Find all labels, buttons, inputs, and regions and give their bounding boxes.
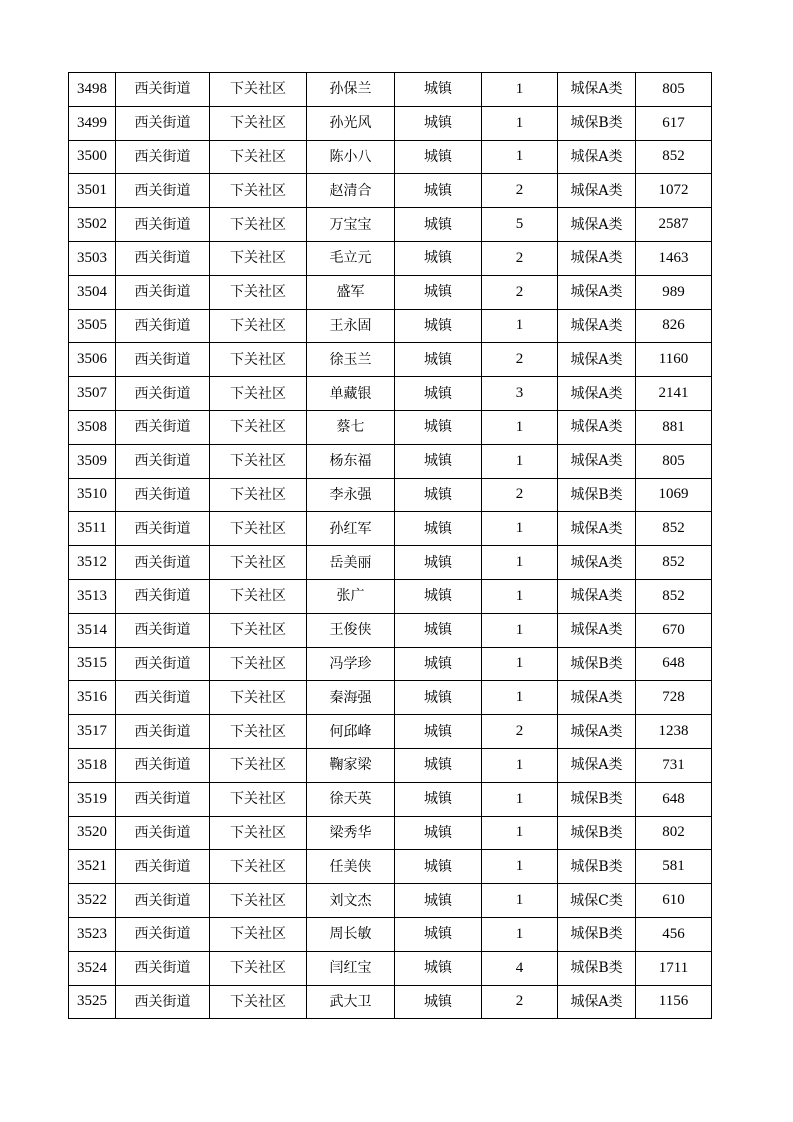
cell-subdistrict: 西关街道 xyxy=(116,850,210,884)
cell-subdistrict: 西关街道 xyxy=(116,782,210,816)
cell-amount: 852 xyxy=(636,512,712,546)
cell-subdistrict: 西关街道 xyxy=(116,715,210,749)
cell-household-type: 城镇 xyxy=(395,884,482,918)
cell-amount: 989 xyxy=(636,275,712,309)
cell-insurance-category: 城保A类 xyxy=(558,748,636,782)
cell-name: 刘文杰 xyxy=(307,884,395,918)
table-row xyxy=(69,985,712,1019)
cell-insurance-category: 城保B类 xyxy=(558,478,636,512)
table-row xyxy=(69,647,712,681)
cell-serial-number: 3521 xyxy=(69,850,116,884)
cell-serial-number: 3513 xyxy=(69,579,116,613)
cell-household-type: 城镇 xyxy=(395,748,482,782)
cell-household-size: 2 xyxy=(482,715,558,749)
cell-community: 下关社区 xyxy=(210,275,307,309)
cell-name: 杨东福 xyxy=(307,444,395,478)
cell-amount: 610 xyxy=(636,884,712,918)
cell-insurance-category: 城保B类 xyxy=(558,850,636,884)
cell-subdistrict: 西关街道 xyxy=(116,478,210,512)
cell-name: 鞠家梁 xyxy=(307,748,395,782)
cell-household-size: 1 xyxy=(482,681,558,715)
table-row xyxy=(69,917,712,951)
cell-insurance-category: 城保C类 xyxy=(558,884,636,918)
cell-community: 下关社区 xyxy=(210,782,307,816)
cell-serial-number: 3502 xyxy=(69,208,116,242)
cell-insurance-category: 城保B类 xyxy=(558,816,636,850)
cell-serial-number: 3503 xyxy=(69,241,116,275)
cell-name: 王俊侠 xyxy=(307,613,395,647)
cell-household-type: 城镇 xyxy=(395,951,482,985)
cell-community: 下关社区 xyxy=(210,579,307,613)
cell-amount: 1463 xyxy=(636,241,712,275)
table-row xyxy=(69,377,712,411)
cell-name: 岳美丽 xyxy=(307,546,395,580)
cell-household-type: 城镇 xyxy=(395,444,482,478)
cell-household-type: 城镇 xyxy=(395,613,482,647)
cell-subdistrict: 西关街道 xyxy=(116,647,210,681)
cell-household-size: 2 xyxy=(482,343,558,377)
cell-community: 下关社区 xyxy=(210,884,307,918)
cell-subdistrict: 西关街道 xyxy=(116,410,210,444)
cell-household-type: 城镇 xyxy=(395,715,482,749)
cell-community: 下关社区 xyxy=(210,647,307,681)
cell-community: 下关社区 xyxy=(210,546,307,580)
cell-community: 下关社区 xyxy=(210,613,307,647)
table-row xyxy=(69,748,712,782)
cell-name: 梁秀华 xyxy=(307,816,395,850)
table-row xyxy=(69,343,712,377)
cell-insurance-category: 城保A类 xyxy=(558,613,636,647)
cell-household-size: 1 xyxy=(482,546,558,580)
cell-household-type: 城镇 xyxy=(395,174,482,208)
cell-amount: 802 xyxy=(636,816,712,850)
cell-subdistrict: 西关街道 xyxy=(116,985,210,1019)
cell-subdistrict: 西关街道 xyxy=(116,951,210,985)
cell-subdistrict: 西关街道 xyxy=(116,275,210,309)
cell-amount: 1072 xyxy=(636,174,712,208)
cell-community: 下关社区 xyxy=(210,174,307,208)
cell-name: 孙保兰 xyxy=(307,73,395,107)
cell-household-size: 1 xyxy=(482,884,558,918)
cell-name: 李永强 xyxy=(307,478,395,512)
cell-name: 万宝宝 xyxy=(307,208,395,242)
cell-household-size: 2 xyxy=(482,275,558,309)
cell-subdistrict: 西关街道 xyxy=(116,208,210,242)
cell-serial-number: 3522 xyxy=(69,884,116,918)
cell-household-size: 5 xyxy=(482,208,558,242)
cell-insurance-category: 城保A类 xyxy=(558,275,636,309)
cell-insurance-category: 城保A类 xyxy=(558,377,636,411)
table-row xyxy=(69,579,712,613)
cell-name: 单藏银 xyxy=(307,377,395,411)
cell-insurance-category: 城保A类 xyxy=(558,309,636,343)
cell-subdistrict: 西关街道 xyxy=(116,174,210,208)
table-row xyxy=(69,681,712,715)
cell-subdistrict: 西关街道 xyxy=(116,613,210,647)
cell-name: 王永固 xyxy=(307,309,395,343)
cell-amount: 728 xyxy=(636,681,712,715)
cell-subdistrict: 西关街道 xyxy=(116,816,210,850)
cell-household-size: 1 xyxy=(482,647,558,681)
cell-name: 张广 xyxy=(307,579,395,613)
cell-household-type: 城镇 xyxy=(395,782,482,816)
cell-subdistrict: 西关街道 xyxy=(116,884,210,918)
roster-table-body xyxy=(69,73,712,1019)
cell-serial-number: 3499 xyxy=(69,106,116,140)
cell-household-size: 2 xyxy=(482,241,558,275)
table-row xyxy=(69,546,712,580)
cell-household-type: 城镇 xyxy=(395,647,482,681)
cell-serial-number: 3506 xyxy=(69,343,116,377)
cell-insurance-category: 城保B类 xyxy=(558,917,636,951)
cell-insurance-category: 城保A类 xyxy=(558,140,636,174)
cell-household-type: 城镇 xyxy=(395,208,482,242)
cell-community: 下关社区 xyxy=(210,309,307,343)
cell-household-size: 3 xyxy=(482,377,558,411)
cell-serial-number: 3516 xyxy=(69,681,116,715)
cell-subdistrict: 西关街道 xyxy=(116,106,210,140)
table-row xyxy=(69,309,712,343)
cell-household-size: 1 xyxy=(482,816,558,850)
cell-household-size: 1 xyxy=(482,512,558,546)
cell-insurance-category: 城保A类 xyxy=(558,444,636,478)
cell-serial-number: 3504 xyxy=(69,275,116,309)
cell-insurance-category: 城保A类 xyxy=(558,985,636,1019)
cell-community: 下关社区 xyxy=(210,681,307,715)
cell-serial-number: 3525 xyxy=(69,985,116,1019)
cell-name: 武大卫 xyxy=(307,985,395,1019)
cell-insurance-category: 城保A类 xyxy=(558,546,636,580)
cell-serial-number: 3518 xyxy=(69,748,116,782)
cell-amount: 1069 xyxy=(636,478,712,512)
cell-subdistrict: 西关街道 xyxy=(116,512,210,546)
table-row xyxy=(69,275,712,309)
cell-name: 孙光风 xyxy=(307,106,395,140)
cell-name: 盛军 xyxy=(307,275,395,309)
cell-community: 下关社区 xyxy=(210,985,307,1019)
table-row xyxy=(69,410,712,444)
cell-household-size: 1 xyxy=(482,850,558,884)
cell-amount: 2141 xyxy=(636,377,712,411)
cell-community: 下关社区 xyxy=(210,208,307,242)
cell-name: 蔡七 xyxy=(307,410,395,444)
cell-household-type: 城镇 xyxy=(395,579,482,613)
table-row xyxy=(69,782,712,816)
cell-insurance-category: 城保A类 xyxy=(558,715,636,749)
cell-household-type: 城镇 xyxy=(395,377,482,411)
cell-name: 闫红宝 xyxy=(307,951,395,985)
cell-subdistrict: 西关街道 xyxy=(116,343,210,377)
cell-community: 下关社区 xyxy=(210,140,307,174)
cell-serial-number: 3505 xyxy=(69,309,116,343)
cell-household-type: 城镇 xyxy=(395,241,482,275)
cell-insurance-category: 城保A类 xyxy=(558,681,636,715)
cell-serial-number: 3498 xyxy=(69,73,116,107)
table-row xyxy=(69,208,712,242)
cell-household-size: 1 xyxy=(482,140,558,174)
cell-household-size: 1 xyxy=(482,579,558,613)
cell-insurance-category: 城保B类 xyxy=(558,106,636,140)
cell-serial-number: 3512 xyxy=(69,546,116,580)
cell-household-type: 城镇 xyxy=(395,309,482,343)
cell-community: 下关社区 xyxy=(210,715,307,749)
cell-household-type: 城镇 xyxy=(395,546,482,580)
cell-household-type: 城镇 xyxy=(395,917,482,951)
cell-subdistrict: 西关街道 xyxy=(116,444,210,478)
cell-amount: 670 xyxy=(636,613,712,647)
table-row xyxy=(69,478,712,512)
cell-household-size: 1 xyxy=(482,73,558,107)
cell-amount: 456 xyxy=(636,917,712,951)
cell-household-size: 4 xyxy=(482,951,558,985)
cell-amount: 1160 xyxy=(636,343,712,377)
cell-community: 下关社区 xyxy=(210,343,307,377)
cell-serial-number: 3519 xyxy=(69,782,116,816)
cell-name: 任美侠 xyxy=(307,850,395,884)
cell-subdistrict: 西关街道 xyxy=(116,309,210,343)
cell-household-size: 1 xyxy=(482,917,558,951)
cell-community: 下关社区 xyxy=(210,444,307,478)
cell-name: 毛立元 xyxy=(307,241,395,275)
cell-household-type: 城镇 xyxy=(395,410,482,444)
cell-household-type: 城镇 xyxy=(395,140,482,174)
cell-insurance-category: 城保B类 xyxy=(558,951,636,985)
cell-household-type: 城镇 xyxy=(395,343,482,377)
cell-name: 周长敏 xyxy=(307,917,395,951)
cell-serial-number: 3514 xyxy=(69,613,116,647)
table-row xyxy=(69,73,712,107)
table-row xyxy=(69,816,712,850)
cell-community: 下关社区 xyxy=(210,478,307,512)
cell-serial-number: 3509 xyxy=(69,444,116,478)
cell-serial-number: 3515 xyxy=(69,647,116,681)
cell-serial-number: 3510 xyxy=(69,478,116,512)
cell-household-type: 城镇 xyxy=(395,681,482,715)
cell-household-type: 城镇 xyxy=(395,478,482,512)
cell-amount: 581 xyxy=(636,850,712,884)
table-row xyxy=(69,884,712,918)
cell-amount: 852 xyxy=(636,546,712,580)
table-row xyxy=(69,174,712,208)
cell-household-type: 城镇 xyxy=(395,985,482,1019)
cell-amount: 852 xyxy=(636,579,712,613)
cell-household-type: 城镇 xyxy=(395,512,482,546)
cell-name: 秦海强 xyxy=(307,681,395,715)
cell-household-size: 1 xyxy=(482,309,558,343)
cell-subdistrict: 西关街道 xyxy=(116,73,210,107)
cell-household-type: 城镇 xyxy=(395,275,482,309)
cell-insurance-category: 城保A类 xyxy=(558,174,636,208)
cell-insurance-category: 城保A类 xyxy=(558,410,636,444)
cell-household-size: 2 xyxy=(482,985,558,1019)
cell-community: 下关社区 xyxy=(210,106,307,140)
cell-serial-number: 3507 xyxy=(69,377,116,411)
cell-household-type: 城镇 xyxy=(395,73,482,107)
cell-subdistrict: 西关街道 xyxy=(116,917,210,951)
cell-community: 下关社区 xyxy=(210,816,307,850)
cell-serial-number: 3517 xyxy=(69,715,116,749)
cell-community: 下关社区 xyxy=(210,748,307,782)
cell-community: 下关社区 xyxy=(210,377,307,411)
table-row xyxy=(69,715,712,749)
cell-name: 何邱峰 xyxy=(307,715,395,749)
cell-insurance-category: 城保A类 xyxy=(558,208,636,242)
cell-amount: 805 xyxy=(636,73,712,107)
cell-insurance-category: 城保A类 xyxy=(558,579,636,613)
cell-household-size: 1 xyxy=(482,782,558,816)
cell-household-type: 城镇 xyxy=(395,106,482,140)
cell-amount: 617 xyxy=(636,106,712,140)
cell-amount: 1711 xyxy=(636,951,712,985)
cell-household-size: 2 xyxy=(482,174,558,208)
cell-serial-number: 3511 xyxy=(69,512,116,546)
cell-subdistrict: 西关街道 xyxy=(116,140,210,174)
cell-insurance-category: 城保A类 xyxy=(558,73,636,107)
cell-amount: 2587 xyxy=(636,208,712,242)
cell-name: 孙红军 xyxy=(307,512,395,546)
cell-community: 下关社区 xyxy=(210,73,307,107)
cell-subdistrict: 西关街道 xyxy=(116,241,210,275)
cell-subdistrict: 西关街道 xyxy=(116,579,210,613)
cell-household-size: 1 xyxy=(482,410,558,444)
cell-subdistrict: 西关街道 xyxy=(116,748,210,782)
cell-community: 下关社区 xyxy=(210,917,307,951)
cell-household-size: 2 xyxy=(482,478,558,512)
cell-serial-number: 3500 xyxy=(69,140,116,174)
cell-insurance-category: 城保A类 xyxy=(558,241,636,275)
cell-community: 下关社区 xyxy=(210,951,307,985)
cell-name: 徐天英 xyxy=(307,782,395,816)
table-row xyxy=(69,140,712,174)
cell-name: 徐玉兰 xyxy=(307,343,395,377)
table-row xyxy=(69,241,712,275)
cell-household-type: 城镇 xyxy=(395,850,482,884)
cell-amount: 1156 xyxy=(636,985,712,1019)
cell-insurance-category: 城保B类 xyxy=(558,647,636,681)
cell-amount: 1238 xyxy=(636,715,712,749)
cell-community: 下关社区 xyxy=(210,241,307,275)
cell-name: 陈小八 xyxy=(307,140,395,174)
table-row xyxy=(69,512,712,546)
cell-amount: 881 xyxy=(636,410,712,444)
table-row xyxy=(69,850,712,884)
table-row xyxy=(69,613,712,647)
cell-community: 下关社区 xyxy=(210,850,307,884)
cell-serial-number: 3508 xyxy=(69,410,116,444)
cell-subdistrict: 西关街道 xyxy=(116,546,210,580)
table-row xyxy=(69,106,712,140)
cell-subdistrict: 西关街道 xyxy=(116,377,210,411)
cell-insurance-category: 城保A类 xyxy=(558,343,636,377)
cell-community: 下关社区 xyxy=(210,512,307,546)
cell-serial-number: 3520 xyxy=(69,816,116,850)
roster-table xyxy=(68,72,712,1019)
cell-amount: 731 xyxy=(636,748,712,782)
cell-amount: 648 xyxy=(636,647,712,681)
cell-household-size: 1 xyxy=(482,444,558,478)
cell-household-size: 1 xyxy=(482,106,558,140)
cell-serial-number: 3523 xyxy=(69,917,116,951)
table-row xyxy=(69,951,712,985)
cell-community: 下关社区 xyxy=(210,410,307,444)
cell-amount: 826 xyxy=(636,309,712,343)
cell-serial-number: 3524 xyxy=(69,951,116,985)
cell-household-size: 1 xyxy=(482,748,558,782)
cell-amount: 648 xyxy=(636,782,712,816)
cell-insurance-category: 城保B类 xyxy=(558,782,636,816)
cell-household-size: 1 xyxy=(482,613,558,647)
cell-name: 冯学珍 xyxy=(307,647,395,681)
cell-insurance-category: 城保A类 xyxy=(558,512,636,546)
cell-subdistrict: 西关街道 xyxy=(116,681,210,715)
cell-amount: 852 xyxy=(636,140,712,174)
cell-amount: 805 xyxy=(636,444,712,478)
table-row xyxy=(69,444,712,478)
cell-name: 赵清合 xyxy=(307,174,395,208)
cell-serial-number: 3501 xyxy=(69,174,116,208)
cell-household-type: 城镇 xyxy=(395,816,482,850)
